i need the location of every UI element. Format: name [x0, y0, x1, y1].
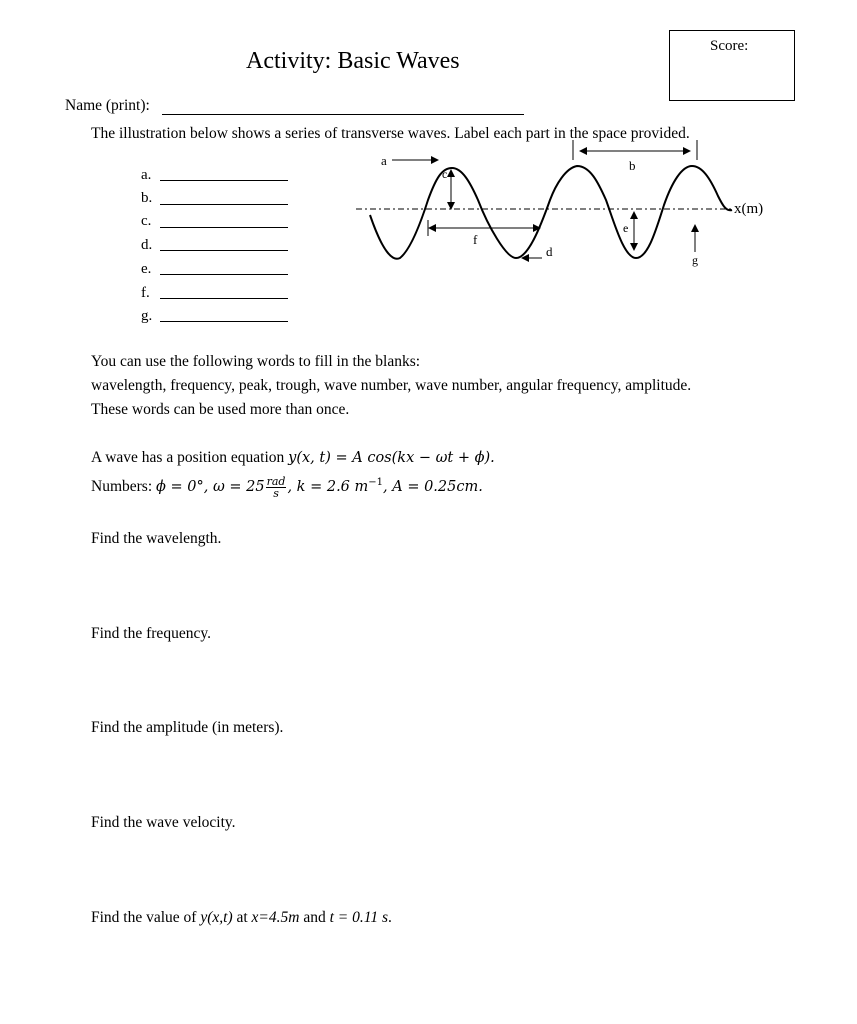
blank-letter-d: d.: [141, 237, 153, 253]
equation-formula: y(x, t) = A cos(kx − ωt + ϕ).: [288, 450, 495, 466]
numbers-label: Numbers:: [91, 478, 157, 496]
diagram-label-g: g: [692, 253, 698, 267]
word-bank-words: wavelength, frequency, peak, trough, wave number, wave number, angular frequency, amplitude.: [91, 377, 692, 394]
blank-letter-a: a.: [141, 167, 152, 183]
equation-line: [91, 449, 495, 467]
numbers-part3: , A = 0.25cm.: [383, 479, 483, 496]
word-bank-note: These words can be used more than once.: [91, 401, 350, 418]
blank-letter-g: g.: [141, 308, 153, 324]
equation-intro: A wave has a position equation: [91, 449, 289, 466]
blank-line-g[interactable]: [160, 321, 288, 322]
question-amplitude: Find the amplitude (in meters).: [91, 719, 284, 736]
blank-letter-e: e.: [141, 261, 152, 277]
instructions: The illustration below shows a series of transverse waves. Label each part in the space provided.: [91, 125, 690, 142]
score-label: Score:: [710, 38, 749, 54]
diagram-label-c: c: [442, 167, 448, 181]
question-wave-velocity: Find the wave velocity.: [91, 814, 236, 831]
numbers-part1: ϕ = 0°, ω = 25: [156, 479, 265, 496]
axis-label: x(m): [734, 201, 764, 217]
diagram-label-b: b: [629, 158, 636, 173]
question-wavelength: Find the wavelength.: [91, 530, 222, 547]
question-frequency: Find the frequency.: [91, 625, 211, 642]
numbers-line: [91, 476, 483, 499]
numbers-exponent: −1: [368, 476, 384, 488]
blank-letter-b: b.: [141, 190, 153, 206]
wave-diagram: [0, 0, 857, 300]
diagram-label-e: e: [623, 221, 629, 235]
word-bank-intro: You can use the following words to fill in the blanks:: [91, 353, 421, 370]
diagram-label-f: f: [473, 232, 478, 247]
diagram-label-d: d: [546, 244, 553, 259]
diagram-label-a: a: [381, 153, 387, 168]
blank-letter-f: f.: [141, 285, 150, 301]
blank-letter-c: c.: [141, 213, 152, 229]
page-title: Activity: Basic Waves: [246, 48, 460, 74]
question-value-y: Find the value of y(x,t) at x=4.5m and t = 0.11 s.: [91, 909, 392, 926]
name-label: Name (print):: [65, 97, 150, 114]
rad-per-s-fraction: $\frac{\text{rad}}{s}$: [266, 475, 286, 500]
numbers-part2: , k = 2.6 m: [287, 479, 369, 496]
